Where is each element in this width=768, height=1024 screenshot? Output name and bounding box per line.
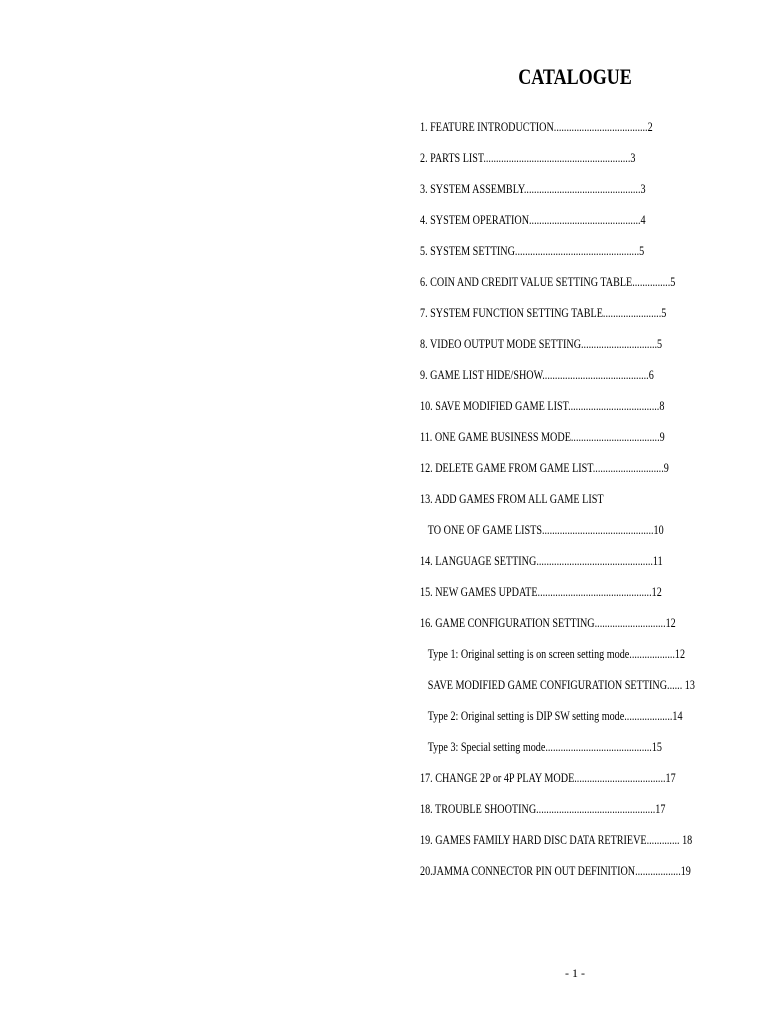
toc-entry-17: 17. CHANGE 2P or 4P PLAY MODE....................................17 [420,770,676,785]
toc-entry-16: 16. GAME CONFIGURATION SETTING............................12 [420,615,676,630]
toc-entry-9: 9. GAME LIST HIDE/SHOW..........................................6 [420,367,654,382]
toc-entry-15: 15. NEW GAMES UPDATE.............................................12 [420,584,662,599]
toc-entry-2: 2. PARTS LIST..........................................................3 [420,150,636,165]
toc-entry-7: 7. SYSTEM FUNCTION SETTING TABLE.......................5 [420,305,667,320]
table-of-contents [420,113,705,888]
toc-entry-8: 8. VIDEO OUTPUT MODE SETTING..............................5 [420,336,663,351]
toc-entry-3: 3. SYSTEM ASSEMBLY..............................................3 [420,181,646,196]
toc-entry-6: 6. COIN AND CREDIT VALUE SETTING TABLE...............5 [420,274,676,289]
toc-subentry-type-3: Type 3: Special setting mode..........................................15 [427,739,662,754]
toc-entry-14: 14. LANGUAGE SETTING..............................................11 [420,553,663,568]
page-number: - 1 - [565,966,585,980]
toc-entry-19: 19. GAMES FAMILY HARD DISC DATA RETRIEVE............. 18 [420,832,693,847]
toc-entry-1: 1. FEATURE INTRODUCTION.....................................2 [420,119,653,134]
toc-entry-13: 13. ADD GAMES FROM ALL GAME LIST [420,491,604,506]
toc-entry-10: 10. SAVE MODIFIED GAME LIST....................................8 [420,398,665,413]
toc-entry-5: 5. SYSTEM SETTING.................................................5 [420,243,645,258]
toc-subentry-type-2: Type 2: Original setting is DIP SW setting mode...................14 [427,708,683,723]
toc-entry-4: 4. SYSTEM OPERATION............................................4 [420,212,646,227]
toc-entry-13-continued: TO ONE OF GAME LISTS............................................10 [427,522,664,537]
toc-entry-11: 11. ONE GAME BUSINESS MODE...................................9 [420,429,665,444]
page-title: CATALOGUE [518,64,632,89]
toc-entry-12: 12. DELETE GAME FROM GAME LIST............................9 [420,460,669,475]
toc-entry-20: 20.JAMMA CONNECTOR PIN OUT DEFINITION..................19 [420,863,691,878]
toc-entry-18: 18. TROUBLE SHOOTING...............................................17 [420,801,666,816]
toc-subentry-save-config: SAVE MODIFIED GAME CONFIGURATION SETTING...... 13 [427,677,695,692]
toc-subentry-type-1: Type 1: Original setting is on screen setting mode..................12 [427,646,686,661]
